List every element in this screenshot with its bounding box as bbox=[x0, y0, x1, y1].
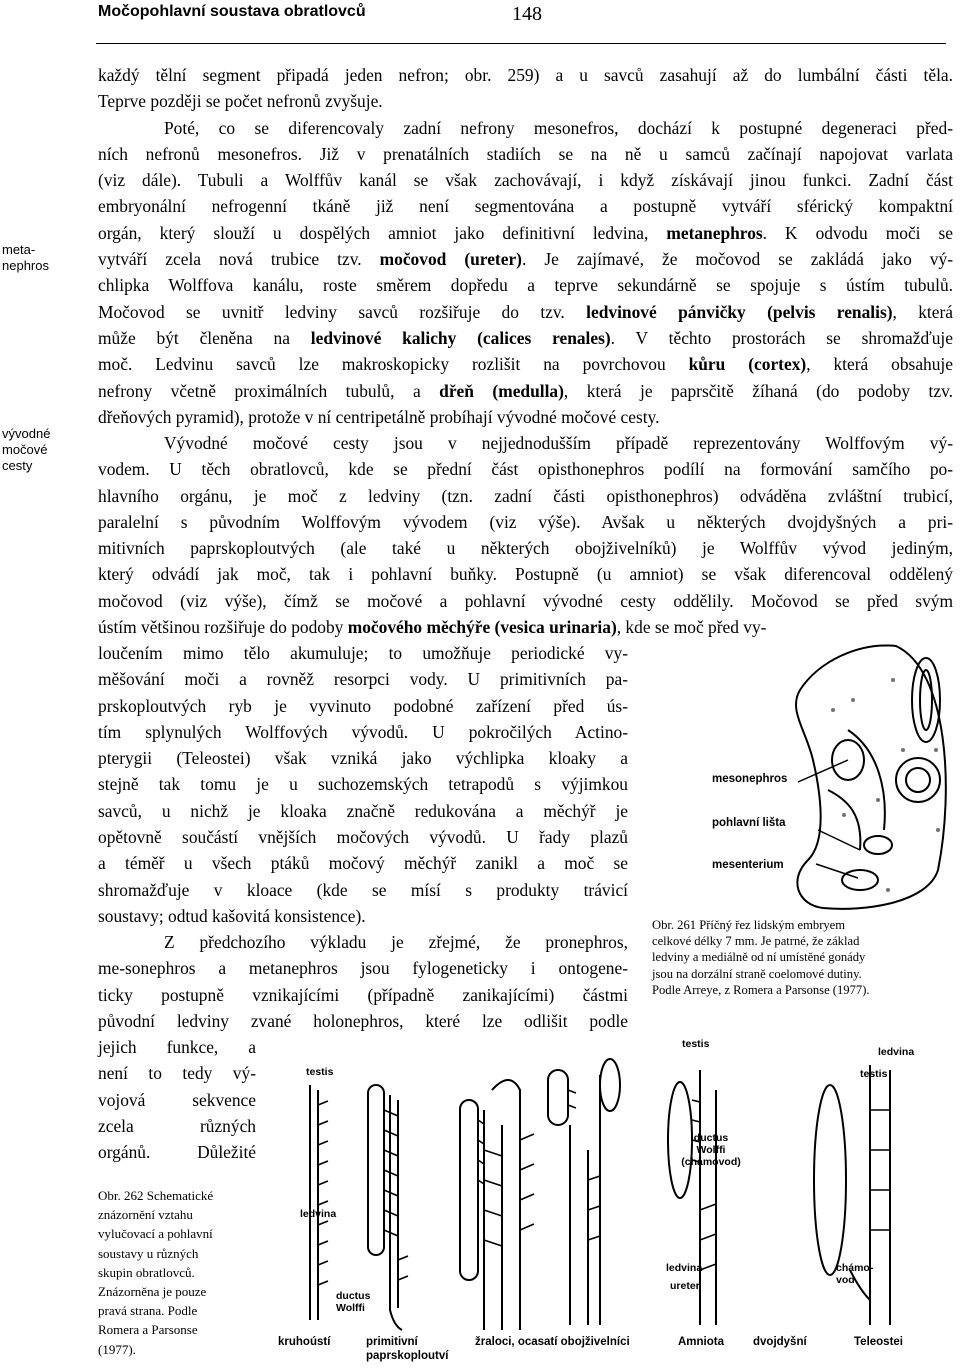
text-line: měšování moči a rovněž resorpci vody. U primitivních pa- bbox=[98, 669, 628, 690]
text-line: močovod (viz výše), čímž se močové a pohlavní vývodné cesty oddělily. Močovod se před svým bbox=[98, 590, 953, 611]
text-line: vojová sekvence bbox=[98, 1089, 256, 1110]
margin-note-vyvodne-cesty bbox=[2, 426, 82, 474]
margin-note-line: vývodné bbox=[2, 426, 51, 441]
figure-261 bbox=[648, 640, 956, 915]
label-ledvina-2: ledvina bbox=[878, 1046, 915, 1058]
group-label-primitivni: primitivní bbox=[366, 1336, 418, 1348]
figure-262 bbox=[270, 1030, 958, 1364]
caption-figure-261 bbox=[652, 917, 870, 998]
paragraph-4-wrap bbox=[98, 1034, 256, 1165]
label-ductus-2: ductus bbox=[693, 1132, 729, 1144]
label-mesenterium: mesenterium bbox=[712, 859, 784, 871]
paragraph-4 bbox=[98, 929, 628, 1034]
caption-line: Znázorněna je pouze bbox=[98, 1284, 207, 1300]
text-line: (viz dále). Tubuli a Wolffův kanál se však zachovávají, i když získávají jinou funkci. Zadní část bbox=[98, 170, 953, 191]
label-ledvina-3: ledvina bbox=[666, 1262, 703, 1274]
text-line: původní ledviny zvané holonephros, které lze odlišit podle bbox=[98, 1010, 628, 1031]
text-run: , která obsahuje bbox=[806, 354, 953, 375]
text-line: Teprve později se počet nefronů zvyšuje. bbox=[98, 91, 383, 112]
caption-line: Podle Arreye, z Romera a Parsonse (1977). bbox=[652, 982, 870, 997]
text-line bbox=[98, 325, 953, 351]
caption-figure-262 bbox=[98, 1186, 213, 1359]
text-line: paralelní s původním Wolffovým vývodem (viz výše). Avšak u některých dvojdyšných a pri- bbox=[98, 511, 953, 532]
label-ductus-1: ductus bbox=[336, 1290, 371, 1302]
text-line: mitivních paprskoploutvých (ale také u některých obojživelníků) je Wolffův vývod jediným, bbox=[98, 538, 953, 559]
group-label-amniota: Amniota bbox=[678, 1336, 724, 1348]
text-line: vodem. U těch obratlovců, kde se přední část opisthonephros podílí na formování samčího po- bbox=[98, 459, 953, 480]
group-label-zraloci: žraloci, ocasatí obojživelníci bbox=[475, 1336, 630, 1348]
text-line: opětovně součástí vnějších močových vývodů. U řady plazů bbox=[98, 827, 628, 848]
label-testis-2: testis bbox=[682, 1038, 710, 1050]
urogenital-schematics-drawing bbox=[270, 1030, 958, 1364]
running-head-title: Močopohlavní soustava obratlovců bbox=[98, 3, 366, 20]
text-line: není to tedy vý- bbox=[98, 1063, 256, 1084]
group-label-paprskoploutvi: paprskoploutví bbox=[366, 1350, 449, 1362]
text-line: prskoploutvých ryb je vyvinuto podobné zařízení před ús- bbox=[98, 695, 628, 716]
page-number: 148 bbox=[512, 3, 542, 25]
text-run: . K odvodu moči se bbox=[762, 222, 954, 243]
caption-line: znázornění vztahu bbox=[98, 1207, 193, 1223]
label-chamovod-paren: (chámovod) bbox=[681, 1156, 741, 1168]
text-line: tím splynulých Wolffových vývodů. U pokročilých Actino- bbox=[98, 721, 628, 742]
text-line: ticky postupně vznikajícími (případně zanikajícími) částmi bbox=[98, 984, 628, 1005]
label-chamovod-2: vod bbox=[836, 1274, 855, 1286]
text-line: stejně tak tomu je u suchozemských tetrapodů s výjimkou bbox=[98, 774, 628, 795]
text-line: Z předchozího výkladu je zřejmé, že pronephros, bbox=[164, 932, 628, 952]
text-line: zcela různých bbox=[98, 1115, 256, 1136]
embryo-cross-section-drawing bbox=[648, 640, 956, 915]
paragraph-3-wrap bbox=[98, 640, 628, 929]
caption-line: (1977). bbox=[98, 1341, 136, 1357]
text-run: může být členěna na bbox=[98, 327, 311, 348]
paragraph-1 bbox=[98, 62, 953, 115]
bold-term: dřeň (medulla) bbox=[439, 380, 564, 401]
label-pohlavni-lista: pohlavní lišta bbox=[712, 817, 786, 829]
caption-line: ledviny a mediálně od ní umístěné gonády bbox=[652, 950, 866, 965]
bold-term: kůru (cortex) bbox=[688, 354, 807, 375]
text-line: který odvádí jak moč, tak i pohlavní buňky. Postupně (u amniot) se však diferencoval oddělený bbox=[98, 564, 953, 585]
text-run: . Je zajímavé, že močovod se zakládá jako vý- bbox=[521, 249, 953, 270]
text-line: embryonální nefrogenní tkáně již není segmentována a postupně vytváří sférický kompaktní bbox=[98, 196, 953, 217]
text-line: Vývodné močové cesty jsou v nejjednodušším případě reprezentovány Wolffovým vý- bbox=[164, 433, 953, 453]
text-line: soustavy; odtud kašovitá konsistence). bbox=[98, 905, 366, 926]
text-run: , která je paprsčitě žíhaná (do podoby tzv. bbox=[563, 380, 953, 401]
text-line: Poté, co se diferencovaly zadní nefrony mesonefros, dochází k postupné degeneraci před- bbox=[164, 117, 953, 138]
text-line: jejich funkce, a bbox=[98, 1037, 256, 1057]
text-line: hlavního orgánu, je moč z ledviny (tzn. zadní části opisthonephros) odváděna zvláštní trubicí, bbox=[98, 485, 953, 506]
bold-term: močového měchýře (vesica urinaria) bbox=[347, 617, 617, 638]
text-line: orgánů. Důležité bbox=[98, 1142, 256, 1163]
text-line bbox=[98, 614, 953, 640]
text-run: ústím většinou rozšiřuje do podoby bbox=[98, 617, 348, 638]
text-line: a téměř u všech ptáků močový měchýř zanikl a moč se bbox=[98, 853, 628, 874]
margin-note-line: nephros bbox=[2, 258, 49, 273]
bold-term: močovod (ureter) bbox=[379, 249, 522, 270]
label-mesonephros: mesonephros bbox=[712, 773, 788, 785]
caption-line: jsou na dorzální straně coelomové dutiny. bbox=[652, 966, 862, 981]
text-line: ních nefronů mesonefros. Již v prenatálních stadiích se na ně u samců začínají napojovat varlata bbox=[98, 143, 953, 164]
group-label-kruhousti: kruhoústí bbox=[278, 1336, 331, 1348]
label-wolffi-2: Wolffi bbox=[696, 1144, 726, 1156]
text-run: moč. Ledvinu savců lze makroskopicky rozlišit na povrchovou bbox=[98, 354, 689, 375]
text-line: me-sonephros a metanephros jsou fylogeneticky i ontogene- bbox=[98, 958, 628, 979]
margin-note-line: močové bbox=[2, 442, 48, 457]
label-ureter: ureter bbox=[670, 1280, 700, 1292]
caption-line: Romera a Parsonse bbox=[98, 1322, 198, 1338]
label-testis-1: testis bbox=[306, 1066, 334, 1078]
group-label-dvojdysni: dvojdyšní bbox=[753, 1336, 807, 1348]
text-run: orgán, který slouží u dospělých amniot jako definitivní ledvina, bbox=[98, 222, 667, 243]
margin-note-line: meta- bbox=[2, 242, 36, 257]
label-chamovod-1: chámo- bbox=[836, 1262, 874, 1274]
caption-line: soustavy u různých bbox=[98, 1245, 199, 1261]
text-line: shromažďuje v kloace (kde se mísí s produkty trávicí bbox=[98, 879, 628, 900]
text-line bbox=[98, 246, 953, 272]
bold-term: metanephros bbox=[666, 222, 763, 243]
text-run: Močovod se uvnitř ledviny savců rozšiřuje do tzv. bbox=[98, 301, 587, 322]
label-wolffi-1: Wolffi bbox=[336, 1302, 365, 1314]
text-run: nefrony včetně proximálních tubulů, a bbox=[98, 380, 440, 401]
text-run: , která bbox=[892, 301, 953, 322]
paragraph-2 bbox=[98, 115, 953, 431]
text-run: , kde se moč před vy- bbox=[616, 617, 767, 638]
caption-line: celkové délky 7 mm. Je patrné, že základ bbox=[652, 934, 860, 949]
bold-term: ledvinové kalichy (calices renales) bbox=[310, 327, 611, 348]
label-testis-3: testis bbox=[860, 1068, 888, 1080]
caption-line: Obr. 262 Schematické bbox=[98, 1188, 214, 1203]
bold-term: ledvinové pánvičky (pelvis renalis) bbox=[586, 301, 893, 322]
text-line: dřeňových pyramid), protože v ní centripetálně probíhají vývodné močové cesty. bbox=[98, 406, 660, 427]
text-run: . V těchto prostorách se shromažďuje bbox=[610, 327, 953, 348]
group-label-teleostei: Teleostei bbox=[854, 1336, 903, 1348]
margin-note-line: cesty bbox=[2, 458, 33, 473]
header-rule bbox=[96, 43, 946, 44]
text-line: každý tělní segment připadá jeden nefron; obr. 259) a u savců zasahují až do lumbální části těla. bbox=[98, 65, 953, 85]
text-line bbox=[98, 299, 953, 325]
margin-note-metanephros bbox=[2, 242, 82, 274]
text-line bbox=[98, 351, 953, 377]
text-line bbox=[98, 378, 953, 404]
text-line bbox=[98, 220, 953, 246]
paragraph-3 bbox=[98, 430, 953, 640]
caption-line: vylučovací a pohlavní bbox=[98, 1226, 213, 1242]
caption-line: skupin obratlovců. bbox=[98, 1264, 195, 1280]
text-line: chlipka Wolffova kanálu, roste směrem dopředu a teprve sekundárně se spojuje s ústím tubulů. bbox=[98, 275, 953, 296]
text-line: pterygii (Teleostei) však vzniká jako výchlipka kloaky a bbox=[98, 748, 628, 769]
text-run: vytváří zcela nová trubice tzv. bbox=[98, 249, 380, 270]
caption-line: pravá strana. Podle bbox=[98, 1303, 198, 1319]
text-line: loučením mimo tělo akumuluje; to umožňuje periodické vy- bbox=[98, 643, 628, 663]
caption-line: Obr. 261 Příčný řez lidským embryem bbox=[652, 918, 846, 932]
text-line: savců, u nichž je kloaka značně redukována a měchýř je bbox=[98, 800, 628, 821]
label-ledvina-1: ledvina bbox=[300, 1208, 337, 1220]
